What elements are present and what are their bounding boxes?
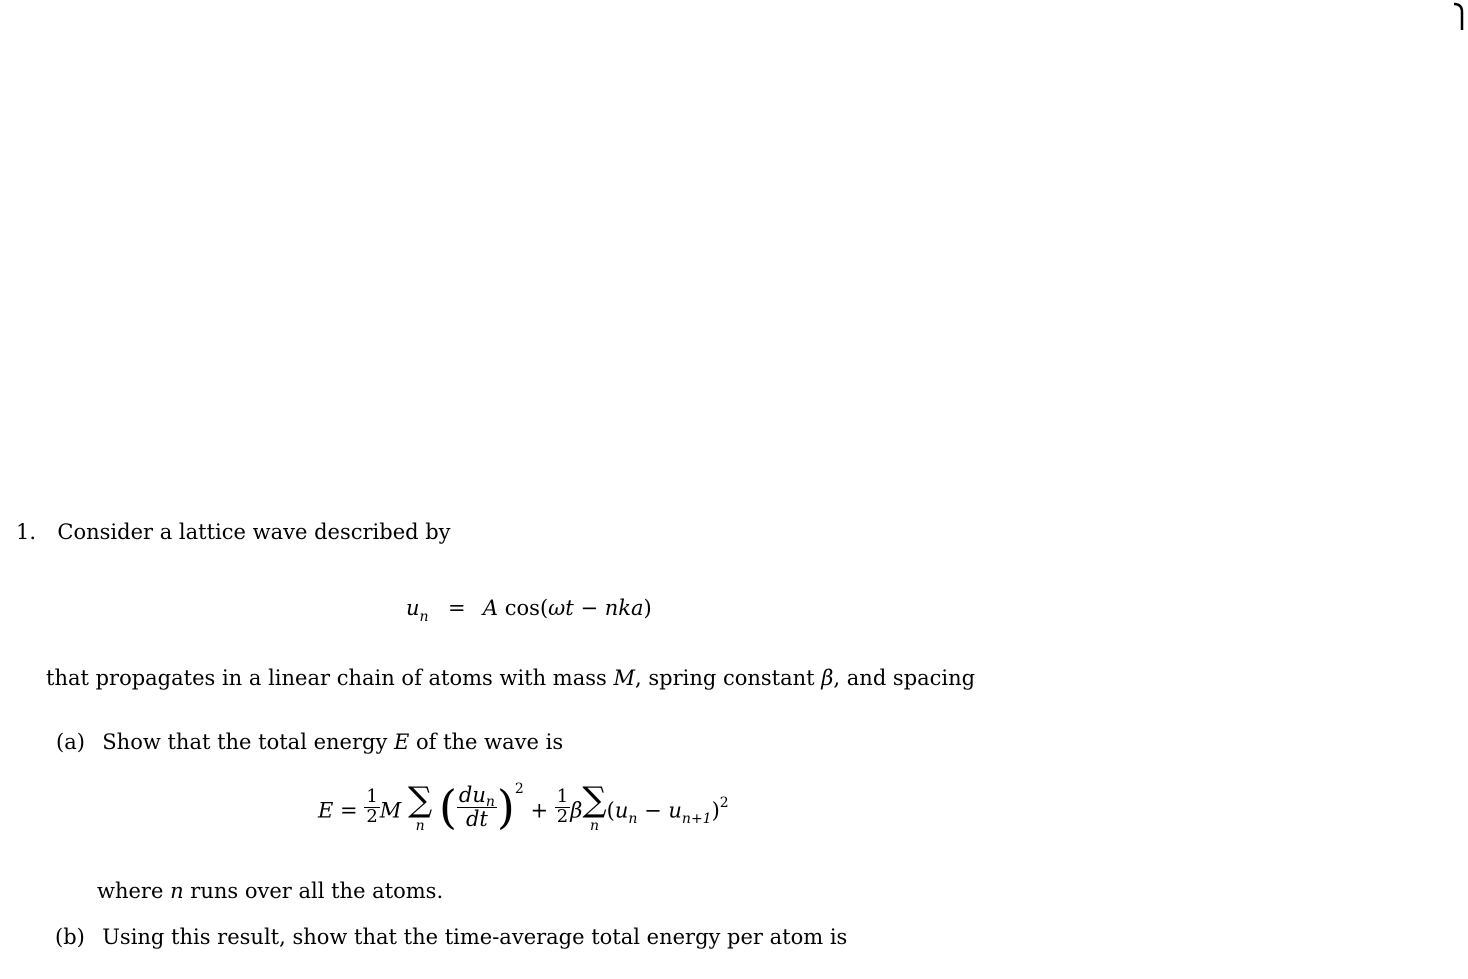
- left-big-paren: (: [438, 780, 457, 834]
- wave-equation: [406, 596, 652, 625]
- sum-1: [407, 780, 433, 834]
- energy-plus: +: [530, 798, 549, 823]
- propagation-text-3: , and spacing: [833, 666, 976, 690]
- sum-2: [582, 780, 607, 834]
- energy-mass: M: [379, 798, 402, 823]
- energy-equation: [318, 780, 729, 836]
- potential-u1: u: [614, 798, 629, 823]
- derivative-dt: dt: [465, 806, 488, 831]
- where-text-1: where: [97, 879, 171, 903]
- wave-cos: cos: [504, 596, 540, 620]
- derivative-du-subscript: n: [485, 794, 495, 811]
- propagation-sentence: [46, 668, 975, 689]
- potential-minus: −: [644, 798, 662, 823]
- problem-intro-line: [16, 522, 451, 543]
- potential-close-paren: ): [711, 798, 720, 823]
- potential-square: 2: [719, 794, 729, 811]
- energy-lhs: E: [318, 798, 334, 823]
- propagation-text-2: , spring constant: [635, 666, 822, 690]
- wave-lhs-u: u: [406, 596, 420, 620]
- where-line: [97, 881, 443, 902]
- sum-index-2: n: [589, 818, 600, 834]
- part-a-label: (a): [56, 730, 85, 754]
- derivative-du: du: [458, 783, 486, 808]
- wave-amplitude: A: [482, 596, 499, 620]
- energy-beta: β: [570, 798, 583, 823]
- potential-open-paren: (: [606, 798, 615, 823]
- part-a-text-1: Show that the total energy: [102, 730, 394, 754]
- sum-sigma-1: ∑: [407, 780, 433, 820]
- sum-index-1: n: [415, 818, 425, 834]
- index-n-symbol: n: [170, 879, 184, 903]
- wave-minus: −: [580, 596, 599, 620]
- part-a-text-2: of the wave is: [409, 730, 564, 754]
- part-b-label: (b): [55, 925, 85, 949]
- mass-symbol: M: [613, 666, 635, 690]
- part-a-line: [56, 732, 563, 753]
- wave-open-paren: (: [539, 596, 549, 620]
- corner-bracket-mark: [1448, 0, 1468, 34]
- wave-close-paren: ): [643, 596, 652, 620]
- potential-u2-sub: n+1: [681, 810, 712, 827]
- half-fraction-2: [555, 785, 570, 827]
- part-b-line: [55, 927, 847, 948]
- right-big-paren: ): [496, 780, 515, 834]
- wave-nka: nka: [604, 596, 644, 620]
- half-numerator-2: 1: [556, 785, 569, 807]
- energy-equals: =: [340, 798, 358, 823]
- where-text-2: runs over all the atoms.: [183, 879, 444, 903]
- wave-omega-t: ωt: [548, 596, 574, 620]
- propagation-text-1: that propagates in a linear chain of atoms with mass: [46, 666, 614, 690]
- wave-lhs-subscript: n: [419, 609, 429, 625]
- part-b-text: Using this result, show that the time-average total energy per atom is: [102, 925, 848, 949]
- half-fraction-1: [364, 785, 379, 827]
- half-denominator-2: 2: [556, 805, 569, 827]
- problem-number: 1.: [16, 520, 37, 544]
- energy-symbol: E: [393, 730, 410, 754]
- wave-equals: =: [447, 596, 466, 620]
- potential-u2: u: [668, 798, 682, 823]
- kinetic-square: 2: [514, 780, 524, 797]
- half-denominator-1: 2: [366, 805, 378, 827]
- half-numerator-1: 1: [366, 785, 378, 807]
- potential-u1-sub: n: [628, 810, 638, 827]
- problem-intro-text: Consider a lattice wave described by: [57, 520, 451, 544]
- sum-sigma-2: ∑: [582, 780, 607, 820]
- spring-constant-symbol: β: [821, 666, 834, 690]
- derivative-fraction: [457, 784, 497, 829]
